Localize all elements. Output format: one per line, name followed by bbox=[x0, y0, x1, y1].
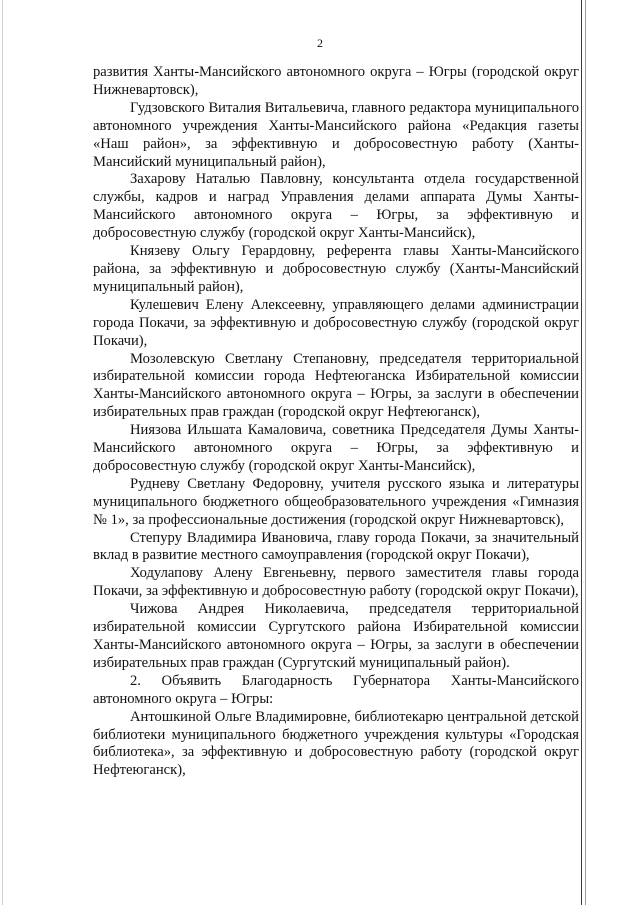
paragraph-khodulapova: Ходулапову Алену Евгеньевну, первого заместителя главы города Покачи, за эффективную и добросовестную работу (городской округ Покачи), bbox=[93, 565, 579, 600]
paragraph-antoshkina: Антошкиной Ольге Владимировне, библиотекарю центральной детской библиотеки муниципального бюджетного учреждения культуры «Городская библиотека», за эффективную и добросовестную работу (городской округ Нефтеюганск), bbox=[93, 708, 579, 779]
paragraph-knyazeva: Князеву Ольгу Герардовну, референта главы Ханты-Мансийского района, за эффективную и добросовестную службу (Ханты-Мансийский муниципальный район), bbox=[93, 243, 579, 295]
document-body bbox=[93, 64, 579, 780]
paragraph-zakharova: Захарову Наталью Павловну, консультанта отдела государственной службы, кадров и наград Управления делами аппарата Думы Ханты-Мансийского автономного округа – Югры, за эффективную и добросовестную службу (городской округ Ханты-Мансийск), bbox=[93, 171, 579, 242]
paragraph-section-2: 2. Объявить Благодарность Губернатора Ханты-Мансийского автономного округа – Югры: bbox=[93, 672, 579, 707]
paragraph-niyazov: Ниязова Ильшата Камаловича, советника Председателя Думы Ханты-Мансийского автономного округа – Югры, за эффективную и добросовестную службу (городской округ Ханты-Мансийск), bbox=[93, 422, 579, 474]
scan-edge-line-faint bbox=[585, 0, 586, 905]
page-number: 2 bbox=[317, 36, 323, 50]
scan-edge-line bbox=[581, 0, 582, 905]
paragraph-continuation: развития Ханты-Мансийского автономного округа – Югры (городской округ Нижневартовск), bbox=[93, 64, 579, 98]
paragraph-rudneva: Рудневу Светлану Федоровну, учителя русского языка и литературы муниципального бюджетного общеобразовательного учреждения «Гимназия № 1», за профессиональные достижения (городской округ Нижневартовск), bbox=[93, 475, 579, 528]
paragraph-mozolevskaya: Мозолевскую Светлану Степановну, председателя территориальной избирательной комиссии города Нефтеюганска Избирательной комиссии Ханты-Мансийского автономного округа – Югры, за заслуги в обеспечении избирательных прав граждан (городской округ Нефтеюганск), bbox=[93, 350, 579, 421]
paragraph-chizhov: Чижова Андрея Николаевича, председателя территориальной избирательной комиссии Сургутского района Избирательной комиссии Ханты-Мансийского автономного округа – Югры, за заслуги в обеспечении избирательных прав граждан (Сургутский муниципальный район). bbox=[93, 601, 579, 671]
paragraph-stepura: Степуру Владимира Ивановича, главу города Покачи, за значительный вклад в развитие местного самоуправления (городской округ Покачи), bbox=[93, 529, 579, 564]
paragraph-gudzovsky: Гудзовского Виталия Витальевича, главного редактора муниципального автономного учреждения Ханты-Мансийского района «Редакция газеты «Наш район», за эффективную и добросовестную работу (Ханты-Мансийский муниципальный район), bbox=[93, 99, 579, 170]
page-left-edge bbox=[2, 0, 3, 905]
paragraph-kuleshevich: Кулешевич Елену Алексеевну, управляющего делами администрации города Покачи, за эффективную и добросовестную службу (городской округ Покачи), bbox=[93, 296, 579, 349]
